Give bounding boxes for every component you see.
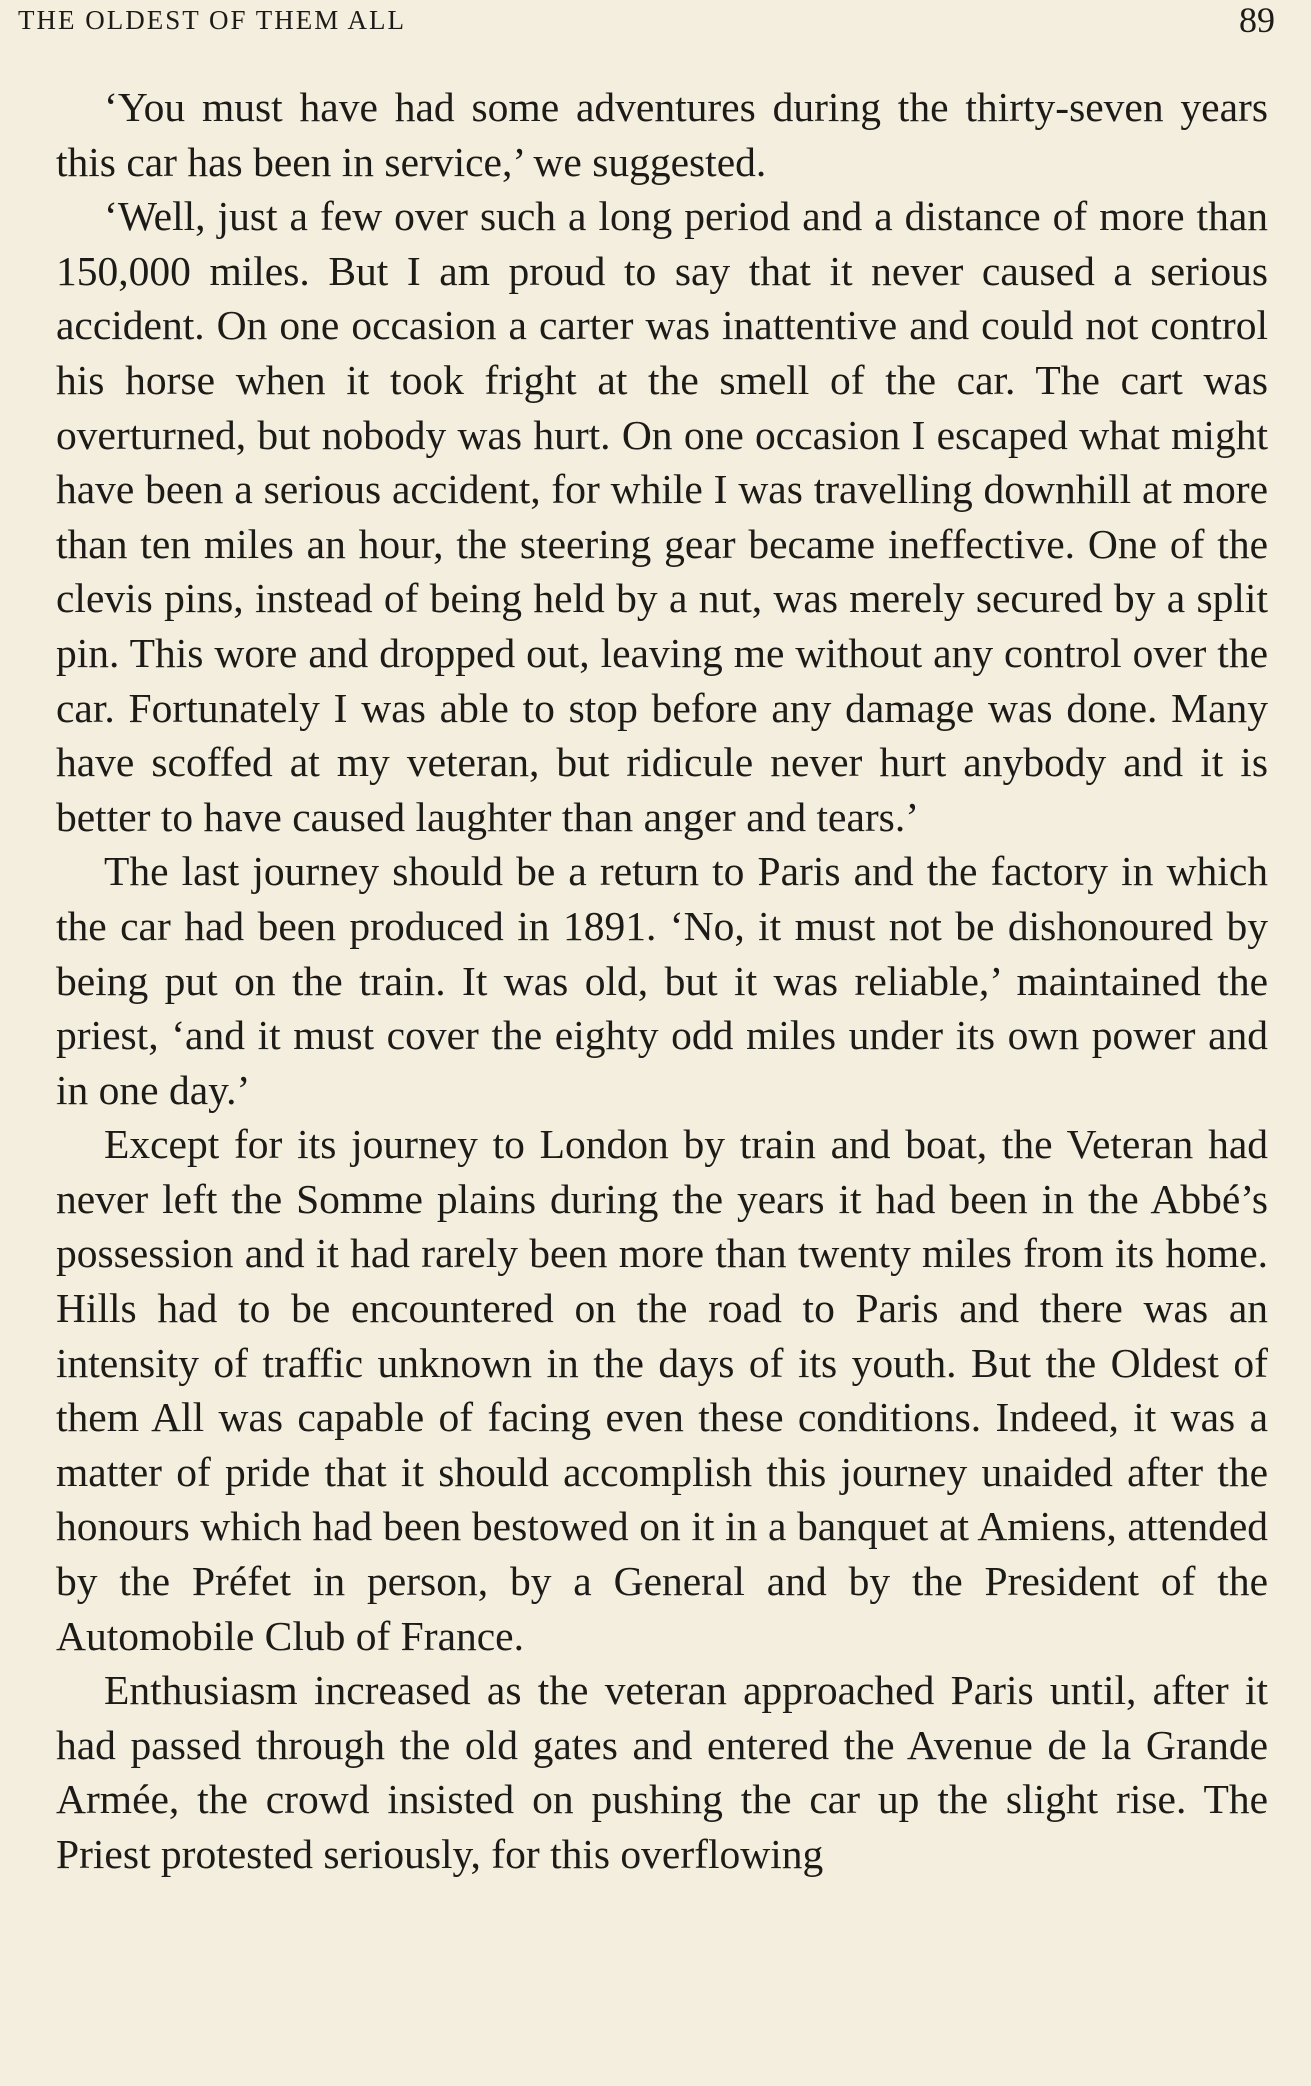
running-head [18, 0, 1275, 40]
paragraph-1: ‘You must have had some adventures during the thirty-seven years this car has been in service,’ we suggested. [56, 84, 1268, 185]
page-number: 89 [1239, 0, 1275, 40]
paragraph-2: ‘Well, just a few over such a long period and a distance of more than 150,000 miles. But I am proud to say that it never caused a serious accident. On one occasion a carter was inattentive and could not control his horse when it took fright at the smell of the car. The cart was overturned, but nobody was hurt. On one occasion I escaped what might have been a serious accident, for while I was travelling downhill at more than ten miles an hour, the steering gear became ineffective. One of the clevis pins, instead of being held by a nut, was merely secured by a split pin. This wore and dropped out, leaving me without any control over the car. Fortunately I was able to stop before any damage was done. Many have scoffed at my veteran, but ridicule never hurt anybody and it is better to have caused laughter than anger and tears.’ [56, 193, 1268, 840]
paragraph-5: Enthusiasm increased as the veteran approached Paris until, after it had passed through the old gates and entered the Avenue de la Grande Armée, the crowd insisted on pushing the car up the slight rise. The Priest protested seriously, for this overflowing [56, 1667, 1268, 1877]
paragraph-3: The last journey should be a return to Paris and the factory in which the car had been produced in 1891. ‘No, it must not be dishonoured by being put on the train. It was old, but it was reliable,’ maintained the priest, ‘and it must cover the eighty odd miles under its own power and in one day.’ [56, 848, 1268, 1113]
body-text [56, 80, 1268, 1882]
paragraph-4: Except for its journey to London by train and boat, the Veteran had never left the Somme plains during the years it had been in the Abbé’s possession and it had rarely been more than twenty miles from its home. Hills had to be encountered on the road to Paris and there was an intensity of traffic unknown in the days of its youth. But the Oldest of them All was capable of facing even these conditions. Indeed, it was a matter of pride that it should accomplish this journey unaided after the honours which had been bestowed on it in a banquet at Amiens, attended by the Préfet in person, by a General and by the President of the Automobile Club of France. [56, 1121, 1268, 1659]
running-title: THE OLDEST OF THEM ALL [18, 4, 406, 35]
